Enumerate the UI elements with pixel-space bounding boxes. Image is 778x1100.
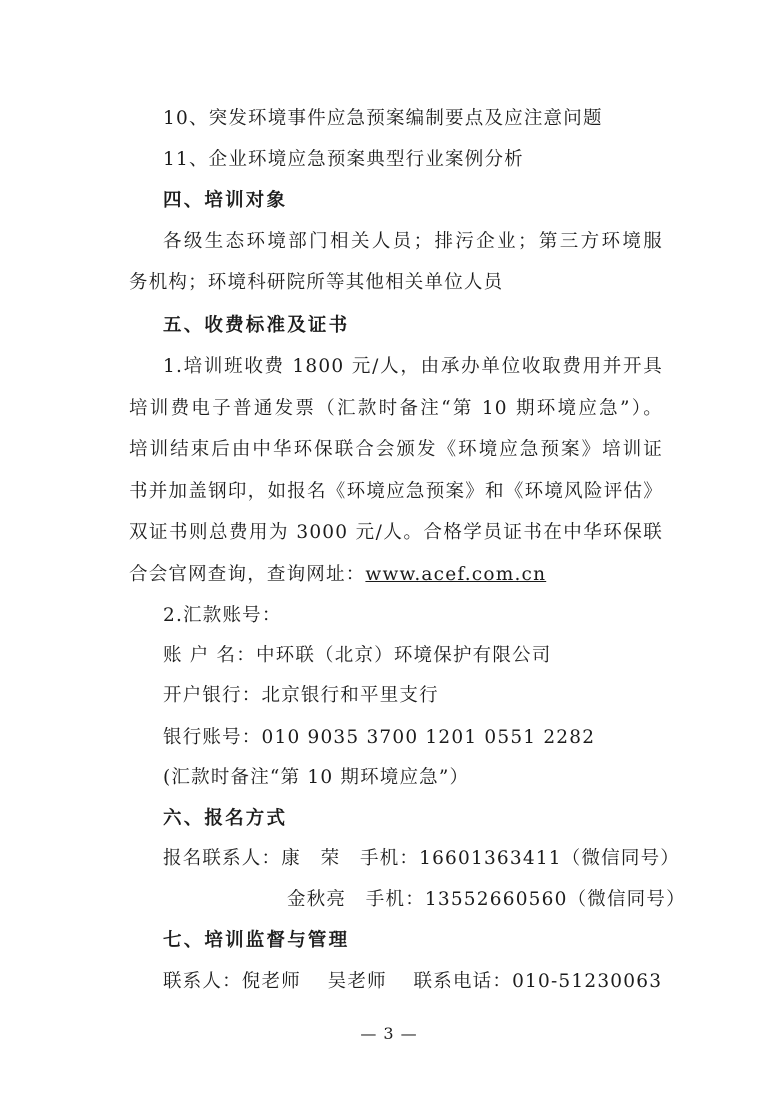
section-heading-supervision: 七、培训监督与管理: [163, 930, 350, 951]
account-note: (汇款时备注“第 10 期环境应急”）: [163, 767, 470, 788]
website-link[interactable]: www.acef.com.cn: [365, 564, 547, 585]
paragraph-fee-line-3: 培训结束后由中华环保联合会颁发《环境应急预案》培训证: [129, 439, 663, 460]
paragraph-audience-line-2: 务机构；环境科研院所等其他相关单位人员: [129, 272, 504, 293]
section-heading-fees-certificates: 五、收费标准及证书: [163, 315, 350, 336]
paragraph-fee-line-6: [129, 562, 546, 588]
supervision-contact: 联系人：倪老师 吴老师 联系电话：010-51230063: [163, 971, 663, 992]
section-heading-registration: 六、报名方式: [163, 808, 288, 829]
paragraph-fee-line-4: 书并加盖钢印，如报名《环境应急预案》和《环境风险评估》: [129, 481, 663, 502]
page-number: — 3 —: [360, 1024, 418, 1043]
paragraph-fee-line-6-text: 合会官网查询，查询网址：: [129, 564, 366, 585]
paragraph-audience-line-1: 各级生态环境部门相关人员；排污企业；第三方环境服: [163, 231, 663, 252]
account-bank: 开户银行：北京银行和平里支行: [163, 685, 439, 706]
account-heading: 2.汇款账号：: [163, 605, 282, 626]
account-number: 银行账号：010 9035 3700 1201 0551 2282: [163, 727, 596, 748]
list-item-10: 10、突发环境事件应急预案编制要点及应注意问题: [163, 108, 603, 129]
registration-contact-1: 报名联系人：康 荣 手机：16601363411（微信同号）: [163, 848, 680, 869]
account-name: 账 户 名：中环联（北京）环境保护有限公司: [163, 645, 552, 666]
paragraph-fee-line-2: 培训费电子普通发票（汇款时备注“第 10 期环境应急”）。: [129, 398, 663, 419]
registration-contact-2: 金秋亮 手机：13552660560（微信同号）: [287, 889, 686, 910]
paragraph-fee-line-1: 1.培训班收费 1800 元/人，由承办单位收取费用并开具: [163, 356, 663, 377]
list-item-11: 11、企业环境应急预案典型行业案例分析: [163, 149, 524, 170]
paragraph-fee-line-5: 双证书则总费用为 3000 元/人。合格学员证书在中华环保联: [129, 522, 663, 543]
section-heading-training-audience: 四、培训对象: [163, 190, 288, 211]
